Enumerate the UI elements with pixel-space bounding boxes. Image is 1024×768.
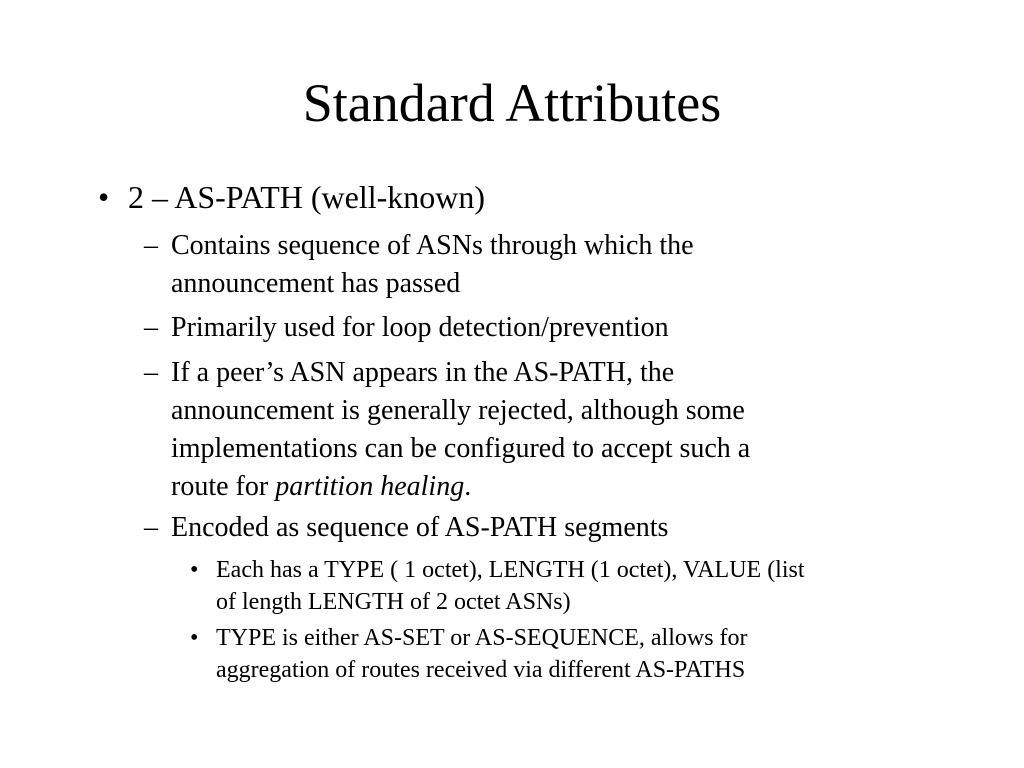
sub-item-text [171, 354, 891, 506]
text-fragment: . [464, 471, 472, 502]
text-line: aggregation of routes received via different AS-PATHS [216, 657, 746, 683]
dash-marker: – [144, 312, 158, 343]
text-line: of length LENGTH of 2 octet ASNs) [216, 589, 571, 615]
text-line: Encoded as sequence of AS-PATH segments [171, 512, 669, 543]
text-line: TYPE is either AS-SET or AS-SEQUENCE, allows for [216, 625, 748, 651]
bullet-text: 2 – AS-PATH (well-known) [128, 179, 486, 215]
text-fragment: route for [171, 471, 276, 502]
sub-sub-item-text [216, 622, 936, 686]
sub-item-text [171, 309, 891, 347]
text-line [171, 468, 891, 506]
text-line: Each has a TYPE ( 1 octet), LENGTH (1 octet), VALUE (list [216, 557, 805, 583]
bullet-marker: • [190, 557, 199, 583]
sub-item-text [171, 227, 891, 303]
dash-marker: – [144, 357, 158, 388]
text-line: implementations can be configured to accept such a [171, 433, 751, 464]
emphasized-term: partition healing [275, 471, 465, 502]
text-line: Contains sequence of ASNs through which the [171, 230, 694, 261]
bullet-marker: • [98, 179, 110, 215]
text-line: announcement is generally rejected, although some [171, 395, 745, 426]
sub-sub-item-text [216, 554, 936, 618]
sub-item-text [171, 509, 891, 547]
dash-marker: – [144, 230, 158, 261]
text-line: Primarily used for loop detection/prevention [171, 312, 669, 343]
bullet-marker: • [190, 625, 199, 651]
text-line: announcement has passed [171, 268, 461, 299]
slide-title: Standard Attributes [302, 73, 722, 133]
text-line: If a peer’s ASN appears in the AS-PATH, the [171, 357, 675, 388]
dash-marker: – [144, 512, 158, 543]
